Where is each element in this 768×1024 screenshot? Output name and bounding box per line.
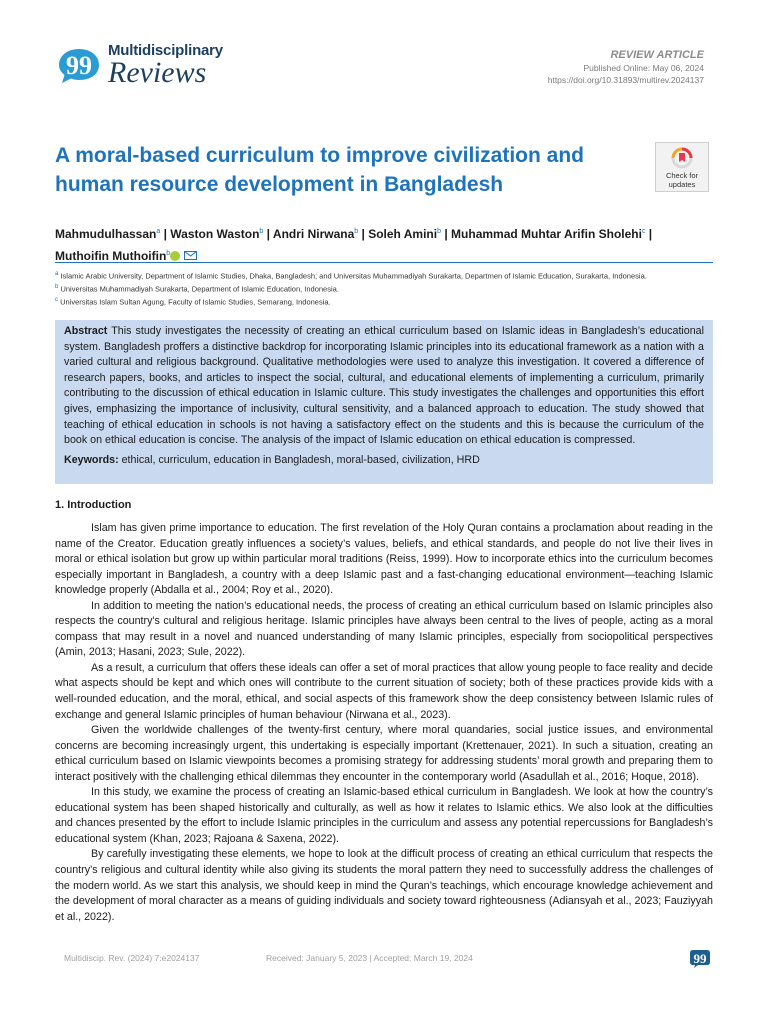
affiliations	[55, 269, 675, 308]
paragraph: As a result, a curriculum that offers these ideals can offer a set of moral practices that allow young people to face reality and decide what aspects should be kept and which ones will contribute to the current situation of society; both of these practices provide kids with a well-rounded education, and the moral, ethical, and social aspects of this framework show the deep consistency between Islamic rules of exchange and general Islamic principles of human behaviour (Nirwana et al., 2023).	[55, 661, 713, 721]
journal-logo[interactable]	[58, 40, 238, 96]
affiliation-item: $^c$ Universitas Islam Sultan Agung, Faculty of Islamic Studies, Semarang, Indonesia.	[55, 297, 331, 307]
svg-text:99: 99	[693, 951, 707, 966]
footer-citation: Multidiscip. Rev. (2024) 7:e2024137	[64, 953, 200, 963]
header-divider	[55, 262, 713, 263]
crossmark-icon	[671, 147, 693, 169]
author-affil-mark: b	[259, 228, 264, 235]
paragraph: Given the worldwide challenges of the twenty-first century, where moral quandaries, social justice issues, and environmental concerns are becoming increasingly urgent, this undertaking is especially important (Krettenauer, 2021). In such a situation, creating an ethical curriculum based on Islamic viewpoints becomes a promising strategy for addressing students’ moral growth and preparing them to interact positively with the challenging ethical dilemmas they encounter in the contemporary world (Asadullah et al., 2016; Hoque, 2018).	[55, 724, 713, 783]
section-heading: 1. Introduction	[55, 499, 132, 511]
author-list: Mahmudulhassan$^a$ | Waston Waston$^b$ | Andri Nirwana$^b$ | Soleh Amini$^b$ | Muhammad Muhtar Arifin Sholehi$^c$ | Muthoifin Muthoifin$^b$	[55, 227, 653, 263]
author-name[interactable]: Mahmudulhassan	[55, 227, 157, 241]
published-date: Published Online: May 06, 2024	[583, 63, 704, 73]
affiliation-item: $^b$ Universitas Muhammadiyah Surakarta, Department of Islamic Education, Indonesia.	[55, 284, 339, 294]
abstract-box	[55, 320, 713, 484]
author-affil-mark: b	[354, 228, 359, 235]
author-affil-mark: c	[641, 228, 646, 235]
paragraph: In addition to meeting the nation’s educational needs, the process of creating an ethical curriculum based on Islamic principles also respects the country's cultural and religious heritage. Islamic principles have always been central to the lives of people, acting as a moral compass that may result in a novel and nuanced understanding of many Islamic principles, especially from sociopolitical perspectives (Amin, 2013; Hasani, 2023; Sule, 2022).	[55, 599, 713, 659]
author-name[interactable]: Muhammad Muhtar Arifin Sholehi	[451, 227, 642, 241]
author-name[interactable]: Waston Waston	[170, 227, 260, 241]
journal-mark-icon	[690, 950, 710, 968]
journal-name-main: Reviews	[108, 56, 207, 89]
footer-dates: Received: January 5, 2023 | Accepted: March 19, 2024	[266, 953, 473, 963]
article-meta	[548, 48, 704, 86]
article-title: A moral-based curriculum to improve civilization and human resource development in Bangladesh	[55, 144, 584, 196]
section-body	[55, 521, 713, 925]
email-icon[interactable]	[184, 251, 197, 260]
orcid-icon[interactable]	[170, 251, 180, 261]
abstract-label: Abstract	[64, 325, 108, 337]
paragraph: Islam has given prime importance to education. The first revelation of the Holy Quran contains a proclamation about reading in the name of the Creator. Education greatly influences a society’s values, beliefs, and ethical standards, and people do not live their lives in moral or ethical isolation but grow up within particular moral traditions (Reiss, 1999). How to incorporate ethics into the curriculum becomes especially important in Bangladesh, a country with a deep Islamic past and a fast-changing educational environment—teaching Islamic knowledge properly (Abdalla et al., 2004; Roy et al., 2020).	[55, 522, 713, 597]
svg-text:99: 99	[66, 51, 92, 80]
affiliation-item: $^a$ Islamic Arabic University, Department of Islamic Studies, Dhaka, Bangladesh; and Universitas Muhammadiyah Surakarta, Departmen of Islamic Education, Surakarta, Indonesia.	[55, 271, 647, 281]
author-affil-mark: a	[156, 228, 161, 235]
paragraph: In this study, we examine the process of creating an Islamic-based ethical curriculum in Bangladesh. We look at how the country’s educational system has been shaped historically and culturally, as well as how it relates to Islamic ethics. We also look at the difficulties and chances presented by the effort to include Islamic principles in the curriculum and assess any potential repercussions for Bangladesh’s educational system (Khan, 2023; Rajoana & Saxena, 2022).	[55, 786, 713, 845]
doi-link[interactable]: https://doi.org/10.31893/multirev.2024137	[547, 75, 704, 85]
abstract-text: Abstract This study investigates the necessity of creating an ethical curriculum based on Islamic ideas in Bangladesh’s educational system. Bangladesh proffers a distinctive backdrop for incorporating Islamic principles into its educational framework as a nation with a varied cultural and religious background. Qualitative methodologies were used to analyze this investigation. It covered a difference of research papers, books, and articles to inspect the social, cultural, and educational elements of implementing a curriculum, primarily contributing to the discussion of ethical education in Islamic culture. This study investigates the challenges and opportunities this effort gives, emphasizing the importance of inclusivity, cultural sensitivity, and a balanced approach to education. The study showed that teaching of ethical education in schools is not having a satisfactory effect on the students and this is because the curriculum of the book on ethical education is concise. The analysis of the impact of Islamic education on ethical education is compressed.	[64, 325, 704, 447]
author-name[interactable]: Soleh Amini	[368, 227, 438, 241]
author-name[interactable]: Andri Nirwana	[272, 227, 355, 241]
keywords: Keywords: ethical, curriculum, education in Bangladesh, moral-based, civilization, HRD	[64, 453, 480, 466]
speech-bubble-icon	[58, 48, 100, 84]
paragraph: By carefully investigating these elements, we hope to look at the difficult process of creating an ethical curriculum that respects the country’s religious and cultural identity while also giving its students the moral pattern they need to successfully address the challenges of the modern world. As we start this analysis, we should keep in mind the Quran’s teachings, which encourage knowledge achievement and the development of moral character as a means of guiding individuals and society toward righteousness (Adiansyah et al., 2023; Fauziyyah et al., 2022).	[55, 848, 713, 923]
journal-name-top: Multidisciplinary	[108, 42, 223, 59]
keywords-label: Keywords:	[64, 453, 119, 466]
author-affil-mark: b	[437, 228, 442, 235]
check-for-updates-badge[interactable]	[655, 142, 709, 192]
author-name[interactable]: Muthoifin Muthoifin	[55, 249, 167, 263]
check-for-updates-label: Check for updates	[665, 171, 699, 189]
article-type: REVIEW ARTICLE	[610, 49, 704, 61]
author-affil-mark: b	[166, 250, 171, 257]
